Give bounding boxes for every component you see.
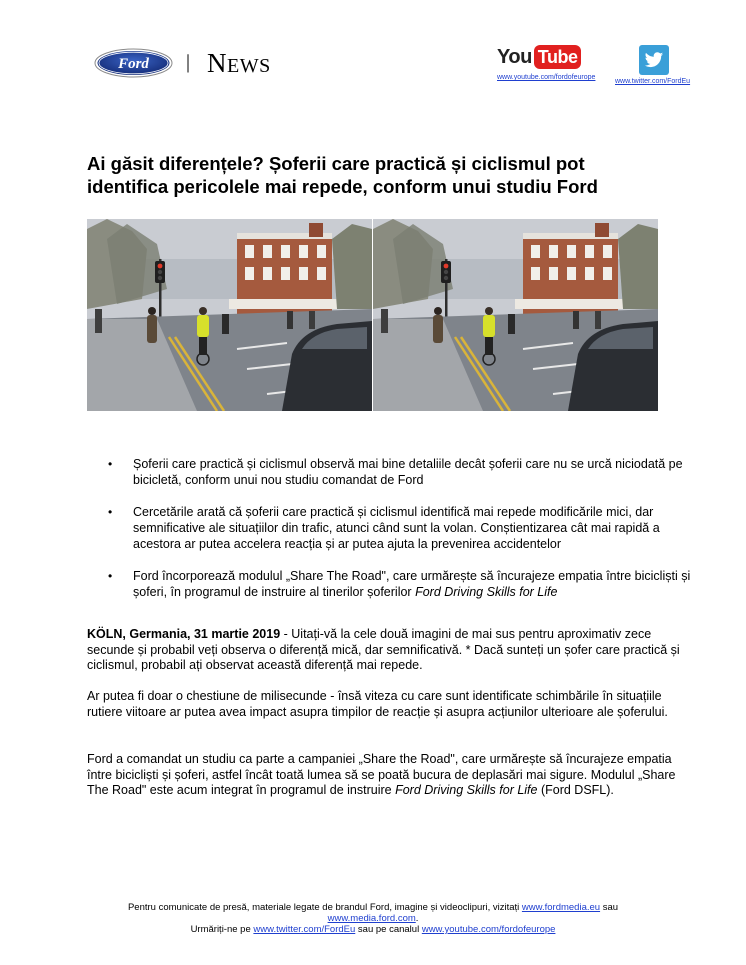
ford-logo — [94, 48, 173, 78]
paragraph-3 — [87, 752, 687, 799]
news-title — [207, 48, 271, 79]
youtube-block — [497, 44, 603, 81]
headline: Ai găsit diferențele? Șoferii care practică și ciclismul pot identifica pericolele mai repede, conform unui studiu Ford — [87, 153, 598, 197]
footer-text-3: Urmăriți-ne pe — [190, 924, 254, 935]
footer-line-2 — [60, 913, 686, 924]
youtube-logo[interactable] — [497, 44, 603, 70]
footer-sau: sau — [600, 902, 619, 913]
paragraph-3-tail: (Ford DSFL). — [537, 783, 614, 797]
twitter-bird-icon[interactable] — [639, 45, 669, 75]
list-item — [108, 568, 698, 600]
paragraph-1 — [87, 627, 687, 674]
list-item: • Șoferii care practică și ciclismul observă mai bine detaliile decât șoferii care nu se urcă niciodată pe bicicletă, conform unui nou studiu comandat de Ford — [108, 456, 698, 488]
header-divider: | — [186, 51, 191, 73]
footer-youtube-link[interactable]: www.youtube.com/fordofeurope — [421, 924, 556, 935]
news-initial: N — [207, 48, 227, 78]
street-photo-right — [373, 219, 658, 411]
twitter-block — [615, 45, 705, 85]
ford-logo-text: Ford — [118, 56, 149, 72]
fordmedia-link[interactable]: www.fordmedia.eu — [521, 902, 601, 913]
paragraph-2: Ar putea fi doar o chestiune de milisecunde - însă viteza cu care sunt identificate schimbările în situațiile rutiere viitoare ar putea avea impact asupra timpilor de reacție și asupra acțiunilor ulterioare ale șoferului. — [87, 689, 668, 719]
highlights-list — [108, 456, 698, 616]
street-scene — [373, 219, 658, 411]
street-photo-left — [87, 219, 372, 411]
footer-mid: sau pe canalul — [355, 924, 422, 935]
footer-dot: . — [415, 913, 419, 924]
footer-line-3 — [60, 924, 686, 935]
twitter-link[interactable]: www.twitter.com/FordEu — [615, 78, 691, 85]
paragraph-3-italic: Ford Driving Skills for Life — [395, 783, 538, 797]
news-rest: EWS — [227, 55, 271, 77]
footer-twitter-link[interactable]: www.twitter.com/FordEu — [253, 924, 356, 935]
media-ford-link[interactable]: www.media.ford.com — [327, 913, 416, 924]
youtube-tube: Tube — [534, 45, 582, 69]
youtube-link[interactable]: www.youtube.com/fordofeurope — [497, 74, 596, 81]
youtube-you: You — [497, 45, 532, 68]
paragraph-1-text: - Uitați-vă la cele două imagini de mai sus pentru aproximativ zece secunde și probabil veți observa o diferență mică, dar semnificativă. * Dacă sunteți un șofer care practică și ciclismul, probabil ați observat această diferență mai repede. — [87, 627, 680, 672]
list-item: • Cercetările arată că șoferii care practică și ciclismul identifică mai repede modificările mici, dar semnificative ale situațiilor din trafic, atunci când sunt la volan. Conștientizarea cât mai rapidă a acestora ar putea accelera reacția și ar putea ajuta la prevenirea accidentelor — [108, 504, 698, 552]
list-item-text: Ford încorporează modulul „Share The Road", care urmărește să încurajeze empatia între bicicliști și șoferi, în programul de instruire al tinerilor șoferilor — [133, 569, 691, 599]
footer-text-1: Pentru comunicate de presă, materiale legate de brandul Ford, imagine și videoclipuri, vizitați — [127, 902, 522, 913]
footer-line-1 — [60, 902, 686, 913]
footer — [60, 902, 686, 935]
paragraph-3-text: Ford a comandat un studiu ca parte a campaniei „Share the Road", care urmărește să încurajeze empatia între bicicliști și șoferi, astfel încât toată lumea să se poată bucura de deplasări mai sigure. Modulul „Share The Road" este acum integrat în programul de instruire — [87, 752, 676, 797]
street-scene — [87, 219, 372, 411]
list-item-italic: Ford Driving Skills for Life — [415, 585, 558, 599]
dateline: KÖLN, Germania, 31 martie 2019 — [87, 627, 281, 641]
